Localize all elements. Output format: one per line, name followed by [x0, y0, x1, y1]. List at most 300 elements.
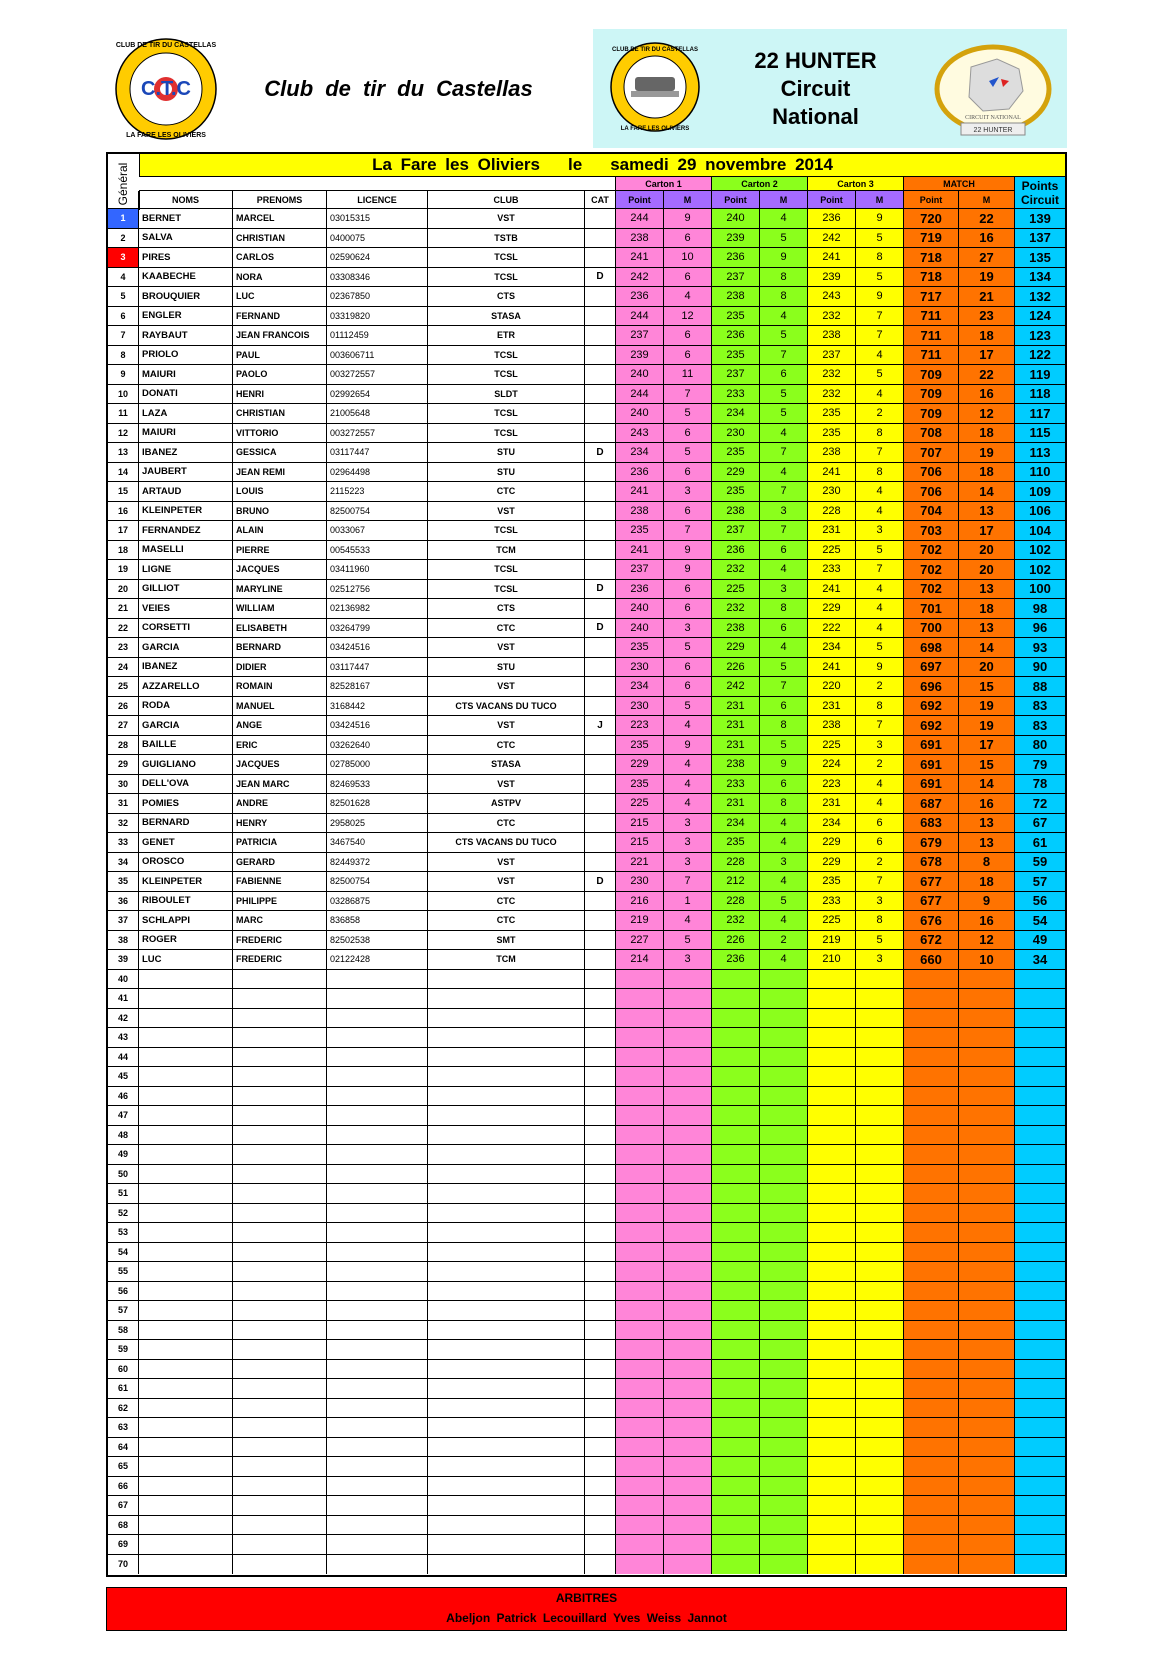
- cell-rank: 9: [108, 365, 139, 385]
- cell-rank: 39: [108, 950, 139, 970]
- cell-p1: [616, 1301, 664, 1321]
- cell-pts: 57: [1015, 872, 1065, 892]
- cell-rank: 34: [108, 853, 139, 873]
- cell-p2: 240: [712, 209, 760, 229]
- cell-nom: POMIES: [139, 794, 233, 814]
- cell-pts: [1015, 1438, 1065, 1458]
- cell-club: CTS: [428, 287, 585, 307]
- event-place: La Fare les Oliviers: [372, 155, 540, 174]
- cell-m2: [760, 989, 808, 1009]
- cell-pm: [904, 1496, 959, 1516]
- referees-title: ARBITRES: [555, 1591, 618, 1605]
- cell-p1: [616, 1438, 664, 1458]
- table-row: [108, 346, 1065, 366]
- cell-m1: 5: [664, 404, 712, 424]
- cell-pm: [904, 1067, 959, 1087]
- cell-cat: [585, 775, 616, 795]
- cell-cat: [585, 463, 616, 483]
- cell-p2: 231: [712, 697, 760, 717]
- table-row: [108, 1438, 1065, 1458]
- cell-p1: [616, 1204, 664, 1224]
- cell-mm: 14: [959, 775, 1015, 795]
- cell-p3: [808, 1282, 856, 1302]
- cell-cat: [585, 1165, 616, 1185]
- cell-pm: 702: [904, 580, 959, 600]
- cell-m1: 6: [664, 658, 712, 678]
- cell-pm: [904, 1399, 959, 1419]
- cell-p3: 232: [808, 307, 856, 327]
- cell-p2: 233: [712, 385, 760, 405]
- cell-p2: 234: [712, 404, 760, 424]
- cell-mm: 13: [959, 619, 1015, 639]
- cell-m2: 3: [760, 853, 808, 873]
- cell-p1: 235: [616, 638, 664, 658]
- cell-licence: 03015315: [327, 209, 428, 229]
- cell-m2: 5: [760, 326, 808, 346]
- cell-rank: 29: [108, 755, 139, 775]
- cell-club: [428, 1204, 585, 1224]
- cell-m1: [664, 970, 712, 990]
- cell-pm: [904, 1418, 959, 1438]
- cell-nom: PIRES: [139, 248, 233, 268]
- cell-m2: [760, 1535, 808, 1555]
- cell-m1: 4: [664, 911, 712, 931]
- cell-club: VST: [428, 853, 585, 873]
- cell-m3: 3: [856, 736, 904, 756]
- cell-rank: 41: [108, 989, 139, 1009]
- cell-p2: 238: [712, 755, 760, 775]
- cell-licence: 2958025: [327, 814, 428, 834]
- cell-p3: [808, 1555, 856, 1575]
- cell-mm: 18: [959, 424, 1015, 444]
- cell-p2: 231: [712, 716, 760, 736]
- cell-m3: [856, 1301, 904, 1321]
- cell-p2: 232: [712, 911, 760, 931]
- cell-m3: [856, 1555, 904, 1575]
- cell-pts: 93: [1015, 638, 1065, 658]
- cell-p2: 225: [712, 580, 760, 600]
- cell-nom: BROUQUIER: [139, 287, 233, 307]
- cell-p3: [808, 1516, 856, 1536]
- cell-cat: [585, 1145, 616, 1165]
- table-row: [108, 1126, 1065, 1146]
- circuit-panel: [593, 29, 1067, 148]
- cell-pm: 692: [904, 716, 959, 736]
- cell-rank: 4: [108, 268, 139, 288]
- cell-m2: 4: [760, 209, 808, 229]
- table-row: [108, 1301, 1065, 1321]
- cell-rank: 47: [108, 1106, 139, 1126]
- cell-m1: 4: [664, 287, 712, 307]
- cell-p2: [712, 1418, 760, 1438]
- cell-rank: 42: [108, 1009, 139, 1029]
- cell-licence: 03117447: [327, 443, 428, 463]
- cell-cat: [585, 1204, 616, 1224]
- cell-prenom: [233, 1028, 327, 1048]
- cell-p1: 234: [616, 443, 664, 463]
- cell-cat: [585, 1438, 616, 1458]
- cell-p2: 212: [712, 872, 760, 892]
- cell-mm: [959, 1301, 1015, 1321]
- table-row: [108, 599, 1065, 619]
- cell-pm: [904, 1165, 959, 1185]
- cell-prenom: [233, 1165, 327, 1185]
- cell-p1: 241: [616, 541, 664, 561]
- cell-m2: [760, 1496, 808, 1516]
- cell-licence: 82528167: [327, 677, 428, 697]
- cell-nom: [139, 1145, 233, 1165]
- cell-m1: [664, 1087, 712, 1107]
- cell-pm: 696: [904, 677, 959, 697]
- cell-nom: [139, 1477, 233, 1497]
- cell-m1: 3: [664, 619, 712, 639]
- cell-nom: JAUBERT: [139, 463, 233, 483]
- cell-p1: 230: [616, 658, 664, 678]
- cell-pm: 679: [904, 833, 959, 853]
- cell-p3: 241: [808, 463, 856, 483]
- cell-p1: [616, 1243, 664, 1263]
- ctc-logo-ring-top: CLUB DE TIR DU CASTELLAS: [115, 42, 217, 49]
- cell-prenom: JEAN REMI: [233, 463, 327, 483]
- cell-pm: 707: [904, 443, 959, 463]
- cell-licence: [327, 1009, 428, 1029]
- cell-p2: 236: [712, 541, 760, 561]
- cell-licence: 03424516: [327, 716, 428, 736]
- cell-pm: 701: [904, 599, 959, 619]
- table-row: [108, 1321, 1065, 1341]
- cell-rank: 15: [108, 482, 139, 502]
- page-header: [106, 29, 1067, 148]
- cell-pm: 709: [904, 385, 959, 405]
- cell-m2: 6: [760, 775, 808, 795]
- cell-m2: 6: [760, 697, 808, 717]
- cell-licence: 03424516: [327, 638, 428, 658]
- col-header-licence: LICENCE: [327, 191, 428, 209]
- cell-m1: 1: [664, 892, 712, 912]
- cell-p2: [712, 1438, 760, 1458]
- cell-club: [428, 1399, 585, 1419]
- cell-m3: 5: [856, 541, 904, 561]
- cell-prenom: CHRISTIAN: [233, 404, 327, 424]
- table-row: [108, 775, 1065, 795]
- event-le: le: [568, 155, 583, 174]
- cell-cat: [585, 209, 616, 229]
- cell-m1: 7: [664, 872, 712, 892]
- cell-p1: 215: [616, 833, 664, 853]
- table-row: [108, 443, 1065, 463]
- cell-rank: 67: [108, 1496, 139, 1516]
- cell-club: [428, 1165, 585, 1185]
- cell-m3: [856, 1184, 904, 1204]
- cell-m3: [856, 1262, 904, 1282]
- event-date: samedi 29 novembre 2014: [610, 155, 833, 174]
- col-header-carton2-point: Point: [712, 191, 760, 209]
- cell-pts: 83: [1015, 697, 1065, 717]
- cell-prenom: JEAN MARC: [233, 775, 327, 795]
- cell-mm: 20: [959, 560, 1015, 580]
- cell-licence: 2115223: [327, 482, 428, 502]
- cell-p2: 235: [712, 307, 760, 327]
- col-header-match-point: Point: [904, 191, 959, 209]
- cell-cat: [585, 1243, 616, 1263]
- cell-p1: 219: [616, 911, 664, 931]
- cell-cat: [585, 1321, 616, 1341]
- cell-prenom: [233, 1457, 327, 1477]
- cell-p3: 238: [808, 326, 856, 346]
- cell-m3: 7: [856, 443, 904, 463]
- cell-p2: [712, 1126, 760, 1146]
- cell-pts: [1015, 1067, 1065, 1087]
- cell-p3: 235: [808, 872, 856, 892]
- cell-club: [428, 1535, 585, 1555]
- cell-prenom: BRUNO: [233, 502, 327, 522]
- cell-m3: 6: [856, 833, 904, 853]
- cell-rank: 24: [108, 658, 139, 678]
- cell-club: CTS VACANS DU TUCO: [428, 697, 585, 717]
- cell-prenom: [233, 1243, 327, 1263]
- cell-cat: [585, 1555, 616, 1575]
- cell-club: VST: [428, 677, 585, 697]
- cell-pm: 708: [904, 424, 959, 444]
- cell-club: [428, 1360, 585, 1380]
- table-row: [108, 619, 1065, 639]
- cell-m1: 4: [664, 775, 712, 795]
- cell-licence: 03117447: [327, 658, 428, 678]
- cell-p1: [616, 1126, 664, 1146]
- cell-p2: [712, 1087, 760, 1107]
- cell-licence: [327, 1165, 428, 1185]
- cell-pm: [904, 1477, 959, 1497]
- cell-club: CTC: [428, 814, 585, 834]
- cell-mm: [959, 970, 1015, 990]
- cell-mm: 13: [959, 814, 1015, 834]
- cell-p1: 240: [616, 619, 664, 639]
- cell-p1: 241: [616, 482, 664, 502]
- cell-club: [428, 1555, 585, 1575]
- cell-m1: [664, 1535, 712, 1555]
- col-header-cat: CAT: [585, 191, 616, 209]
- cell-m3: 8: [856, 424, 904, 444]
- cell-prenom: [233, 970, 327, 990]
- cell-p3: 241: [808, 580, 856, 600]
- cell-p2: [712, 1262, 760, 1282]
- cell-nom: AZZARELLO: [139, 677, 233, 697]
- table-row: [108, 1243, 1065, 1263]
- cell-nom: [139, 1106, 233, 1126]
- cell-licence: [327, 1321, 428, 1341]
- cell-p2: 238: [712, 502, 760, 522]
- cell-p1: [616, 1145, 664, 1165]
- table-row: [108, 1535, 1065, 1555]
- cell-rank: 14: [108, 463, 139, 483]
- cell-p2: 232: [712, 560, 760, 580]
- cell-rank: 12: [108, 424, 139, 444]
- cell-m1: [664, 1438, 712, 1458]
- cell-rank: 49: [108, 1145, 139, 1165]
- cell-p2: 226: [712, 931, 760, 951]
- table-row: [108, 365, 1065, 385]
- cell-m1: 5: [664, 638, 712, 658]
- cell-prenom: VITTORIO: [233, 424, 327, 444]
- cell-p1: 240: [616, 599, 664, 619]
- cell-pm: 697: [904, 658, 959, 678]
- cell-cat: D: [585, 443, 616, 463]
- cell-mm: 15: [959, 677, 1015, 697]
- cell-cat: [585, 658, 616, 678]
- cell-m2: [760, 1438, 808, 1458]
- cell-mm: [959, 1282, 1015, 1302]
- cell-pm: 678: [904, 853, 959, 873]
- cell-m3: [856, 1379, 904, 1399]
- cell-pm: 711: [904, 346, 959, 366]
- cell-rank: 20: [108, 580, 139, 600]
- cell-licence: [327, 1457, 428, 1477]
- cell-pts: 90: [1015, 658, 1065, 678]
- cell-mm: [959, 1418, 1015, 1438]
- cell-m1: 3: [664, 814, 712, 834]
- cell-nom: MASELLI: [139, 541, 233, 561]
- cell-p1: [616, 1067, 664, 1087]
- cell-p1: 235: [616, 736, 664, 756]
- cell-p3: [808, 1262, 856, 1282]
- cell-rank: 33: [108, 833, 139, 853]
- ctc-logo-small: [607, 39, 707, 139]
- cell-pts: [1015, 1243, 1065, 1263]
- cell-p1: [616, 989, 664, 1009]
- cell-m1: [664, 1028, 712, 1048]
- cell-rank: 44: [108, 1048, 139, 1068]
- cell-rank: 54: [108, 1243, 139, 1263]
- cell-p1: 216: [616, 892, 664, 912]
- cell-licence: 82500754: [327, 502, 428, 522]
- cell-pm: [904, 1087, 959, 1107]
- cell-nom: [139, 1262, 233, 1282]
- cell-m2: [760, 1126, 808, 1146]
- cell-mm: [959, 1555, 1015, 1575]
- cell-mm: [959, 1340, 1015, 1360]
- cell-m3: 7: [856, 872, 904, 892]
- cell-nom: LUC: [139, 950, 233, 970]
- cell-p3: 230: [808, 482, 856, 502]
- cell-mm: 17: [959, 346, 1015, 366]
- club-title: Club de tir du Castellas: [264, 75, 533, 101]
- cell-p2: 239: [712, 229, 760, 249]
- cell-m2: [760, 1340, 808, 1360]
- cell-pts: 132: [1015, 287, 1065, 307]
- cell-p1: 240: [616, 404, 664, 424]
- cell-club: [428, 1496, 585, 1516]
- cell-m3: 4: [856, 346, 904, 366]
- cell-mm: 14: [959, 638, 1015, 658]
- cell-cat: [585, 1087, 616, 1107]
- cell-m1: [664, 1184, 712, 1204]
- cell-prenom: [233, 1223, 327, 1243]
- cell-p3: 235: [808, 424, 856, 444]
- cell-club: [428, 1262, 585, 1282]
- table-row: [108, 482, 1065, 502]
- cell-licence: 02367850: [327, 287, 428, 307]
- cell-m3: 3: [856, 892, 904, 912]
- cell-prenom: DIDIER: [233, 658, 327, 678]
- cell-mm: [959, 1477, 1015, 1497]
- cell-m3: [856, 1087, 904, 1107]
- table-row: [108, 268, 1065, 288]
- cell-p2: [712, 1048, 760, 1068]
- cell-m3: [856, 1126, 904, 1146]
- cell-club: VST: [428, 502, 585, 522]
- table-row: [108, 1165, 1065, 1185]
- cell-p2: 235: [712, 482, 760, 502]
- cell-prenom: [233, 1126, 327, 1146]
- cell-mm: [959, 1165, 1015, 1185]
- table-row: [108, 1087, 1065, 1107]
- cell-m1: 6: [664, 599, 712, 619]
- cell-licence: 82502538: [327, 931, 428, 951]
- ctc-logo-small-ring-top: CLUB DE TIR DU CASTELLAS: [612, 47, 698, 53]
- cell-pm: [904, 1243, 959, 1263]
- cell-mm: 9: [959, 892, 1015, 912]
- cell-cat: [585, 989, 616, 1009]
- cell-m3: 4: [856, 794, 904, 814]
- cell-mm: 16: [959, 911, 1015, 931]
- cell-p2: [712, 1457, 760, 1477]
- cell-m1: 7: [664, 385, 712, 405]
- cell-mm: [959, 1204, 1015, 1224]
- cell-pm: 718: [904, 268, 959, 288]
- cell-nom: [139, 1067, 233, 1087]
- cell-mm: 18: [959, 463, 1015, 483]
- cell-m2: 4: [760, 833, 808, 853]
- cell-p3: 229: [808, 853, 856, 873]
- cell-rank: 51: [108, 1184, 139, 1204]
- cell-p1: [616, 1360, 664, 1380]
- cell-nom: [139, 1340, 233, 1360]
- cell-nom: IBANEZ: [139, 658, 233, 678]
- cell-m2: 7: [760, 443, 808, 463]
- cell-p3: [808, 1535, 856, 1555]
- col-header-carton3-point: Point: [808, 191, 856, 209]
- cell-licence: 03308346: [327, 268, 428, 288]
- cell-m1: 9: [664, 736, 712, 756]
- cell-m2: 5: [760, 404, 808, 424]
- cell-pm: 703: [904, 521, 959, 541]
- cell-p2: 228: [712, 892, 760, 912]
- cell-p3: 223: [808, 775, 856, 795]
- cell-pts: 124: [1015, 307, 1065, 327]
- cell-m2: 7: [760, 521, 808, 541]
- cell-p3: [808, 1360, 856, 1380]
- cell-club: [428, 1379, 585, 1399]
- cell-m3: [856, 1496, 904, 1516]
- cell-pm: 709: [904, 404, 959, 424]
- cell-m2: [760, 970, 808, 990]
- cell-m3: 9: [856, 658, 904, 678]
- cell-licence: [327, 1360, 428, 1380]
- cell-m2: [760, 1243, 808, 1263]
- cell-m2: 7: [760, 482, 808, 502]
- cell-m2: [760, 1477, 808, 1497]
- cell-p2: 234: [712, 814, 760, 834]
- cell-m3: 4: [856, 619, 904, 639]
- cell-cat: [585, 1399, 616, 1419]
- cell-p1: [616, 1340, 664, 1360]
- cell-prenom: HENRY: [233, 814, 327, 834]
- table-row: [108, 1106, 1065, 1126]
- cell-rank: 11: [108, 404, 139, 424]
- cell-m3: 2: [856, 404, 904, 424]
- cell-rank: 8: [108, 346, 139, 366]
- cell-pts: [1015, 970, 1065, 990]
